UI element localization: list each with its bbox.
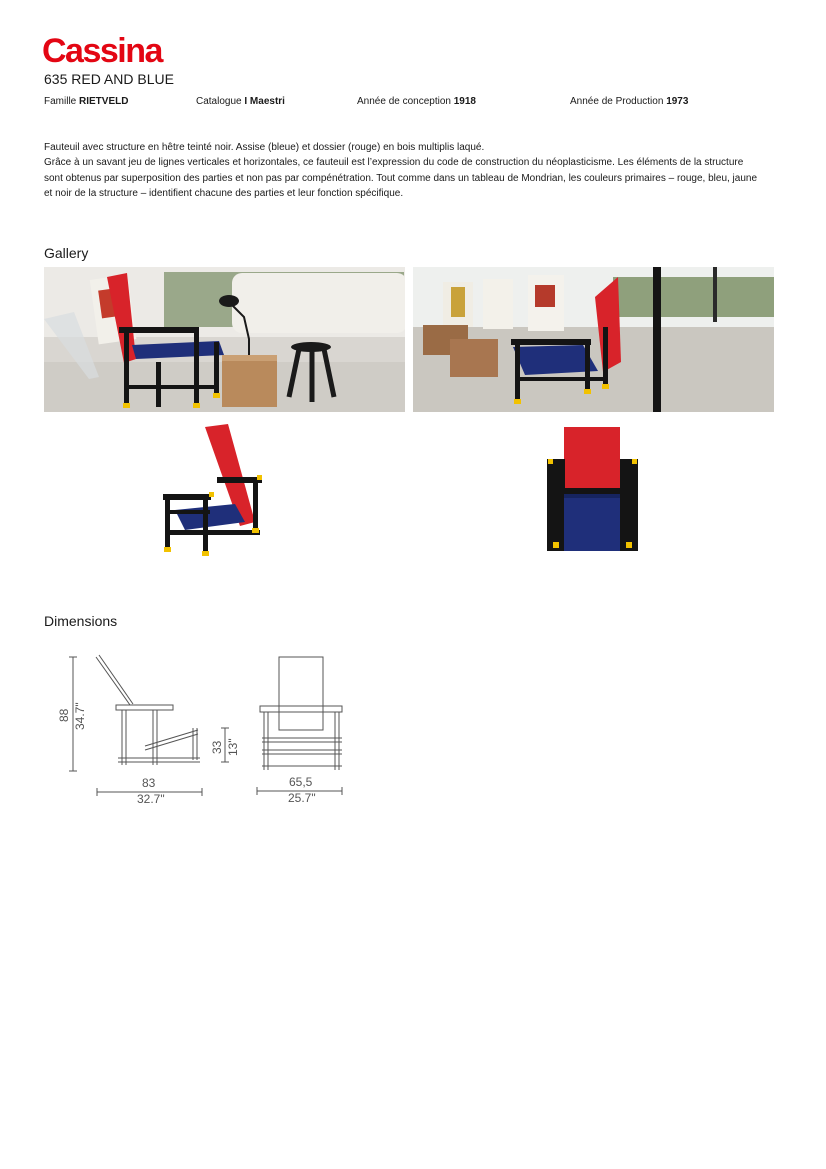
meta-value: 1973 [666,96,689,107]
gallery-photo-3[interactable] [155,422,265,557]
meta-famille [44,96,128,108]
gallery-photo-4[interactable] [545,422,640,557]
meta-value: I Maestri [244,96,285,107]
meta-label: Année de conception [357,96,451,107]
meta-annee-conception [357,96,476,108]
description-line-1: Fauteuil avec structure en hêtre teinté noir. Assise (bleue) et dossier (rouge) en bois multiplis laqué. [44,142,485,153]
meta-label: Année de Production [570,96,664,107]
dim-width-in: 25.7" [288,791,316,805]
dimensions-heading: Dimensions [44,613,118,629]
dim-width-cm: 65,5 [289,775,313,789]
gallery-photo-1[interactable] [44,267,405,412]
meta-annee-production [570,96,688,108]
gallery-heading: Gallery [44,245,89,261]
product-title: 635 RED AND BLUE [44,71,174,87]
meta-value: RIETVELD [79,96,129,107]
dim-height-cm: 88 [57,708,71,722]
meta-catalogue [196,96,285,108]
meta-label: Famille [44,96,77,107]
dim-seat-in: 13" [226,738,240,756]
dim-height-in: 34.7" [73,702,87,730]
dimension-drawing [50,650,350,810]
description-line-2: Grâce à un savant jeu de lignes verticales et horizontales, ce fauteuil est l’expression du code de construction du néoplasticisme. Les éléments de la structure sont obtenus par superposition des parties et non pas par compénétration. Tout comme dans un tableau de Mondrian, les couleurs primaires – rouge, bleu, jaune et noir de la structure – identifient chacune des parties et leur fonction spécifique. [44,157,758,199]
meta-label: Catalogue [196,96,242,107]
brand-logo: Cassina [42,32,162,70]
dim-depth-in: 32.7" [137,792,165,806]
product-description [44,140,764,201]
gallery-photo-2[interactable] [413,267,774,412]
dim-depth-cm: 83 [142,776,156,790]
dim-seat-cm: 33 [210,740,224,754]
meta-value: 1918 [453,96,476,107]
